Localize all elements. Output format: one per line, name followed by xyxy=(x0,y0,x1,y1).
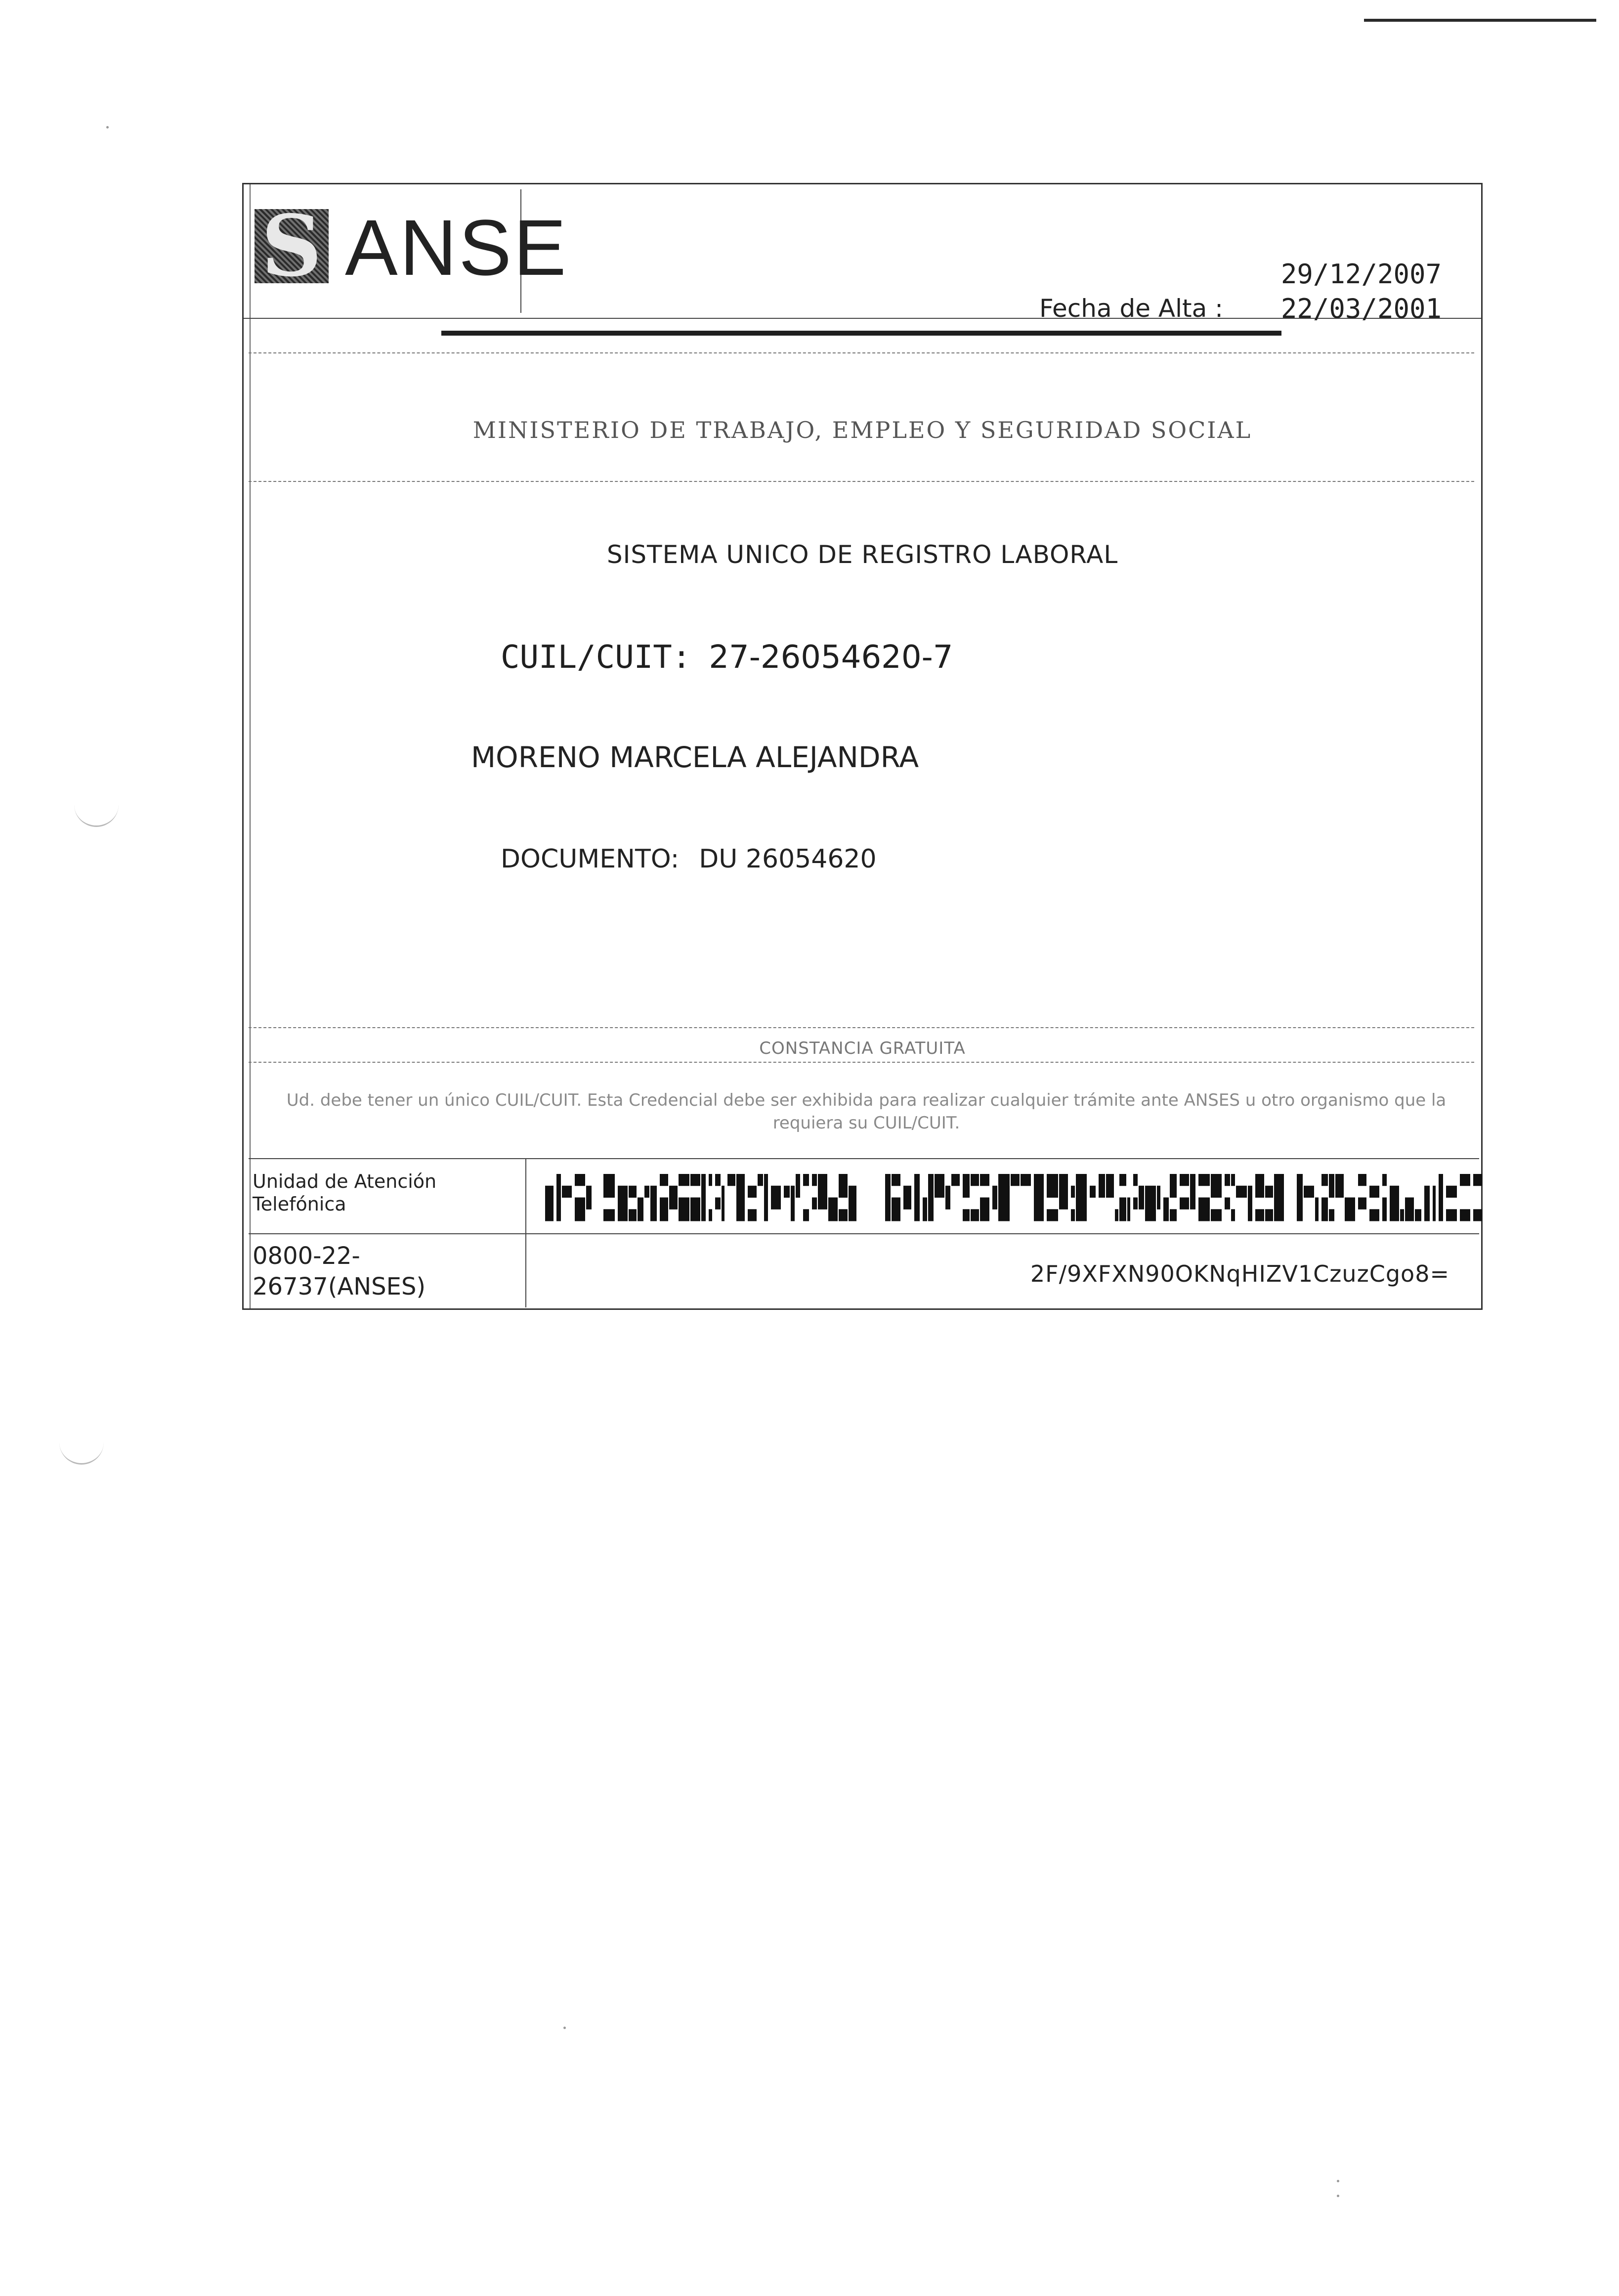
holder-name: MORENO MARCELA ALEJANDRA xyxy=(471,740,919,774)
phone-number xyxy=(253,1241,519,1302)
scan-speck xyxy=(563,2027,566,2029)
punch-hole-icon xyxy=(74,791,119,827)
phone-line-2: 26737(ANSES) xyxy=(253,1273,426,1300)
divider xyxy=(249,1027,1474,1028)
barcode-icon xyxy=(545,1174,1474,1221)
credential-card xyxy=(242,183,1483,1310)
scan-speck xyxy=(106,126,109,129)
scan-speck xyxy=(1337,2195,1339,2197)
divider xyxy=(249,481,1474,482)
alta-label: Fecha de Alta : xyxy=(1039,294,1223,323)
header-divider-bar xyxy=(441,331,1281,336)
divider xyxy=(249,1062,1474,1063)
punch-hole-icon xyxy=(59,1429,104,1465)
cuil-value: 27-26054620-7 xyxy=(709,639,953,676)
phone-line-1: 0800-22- xyxy=(253,1242,360,1270)
document-value: DU 26054620 xyxy=(699,844,877,874)
card-header xyxy=(244,184,1481,324)
cuil-label: CUIL/CUIT: xyxy=(501,639,691,676)
divider xyxy=(249,352,1474,353)
bottom-table xyxy=(249,1158,1479,1307)
page-edge-line xyxy=(1364,19,1596,22)
ministry-title: MINISTERIO DE TRABAJO, EMPLEO Y SEGURIDAD SOCIAL xyxy=(472,417,1252,443)
constancia-label: CONSTANCIA GRATUITA xyxy=(759,1039,966,1058)
alta-date: 22/03/2001 xyxy=(1280,293,1442,324)
notice-text: Ud. debe tener un único CUIL/CUIT. Esta Credencial debe ser exhibida para realizar cualquier trámite ante ANSES u otro organismo que la requiera su CUIL/CUIT. xyxy=(286,1090,1447,1133)
cuil-row xyxy=(501,639,953,676)
unidad-atencion xyxy=(253,1170,519,1215)
anses-logo-icon: S xyxy=(255,209,329,283)
document-row xyxy=(501,844,877,874)
system-title: SISTEMA UNICO DE REGISTRO LABORAL xyxy=(606,540,1118,569)
logo-text: ANSE xyxy=(345,203,568,292)
scan-speck xyxy=(1337,2180,1339,2182)
unidad-line-1: Unidad de Atención xyxy=(253,1170,437,1192)
unidad-line-2: Telefónica xyxy=(253,1193,346,1215)
verification-code: 2F/9XFXN90OKNqHIZV1CzuzCgo8= xyxy=(1030,1260,1449,1287)
logo-box xyxy=(249,189,568,313)
issue-date: 29/12/2007 xyxy=(1280,259,1442,290)
document-label: DOCUMENTO: xyxy=(501,844,680,874)
